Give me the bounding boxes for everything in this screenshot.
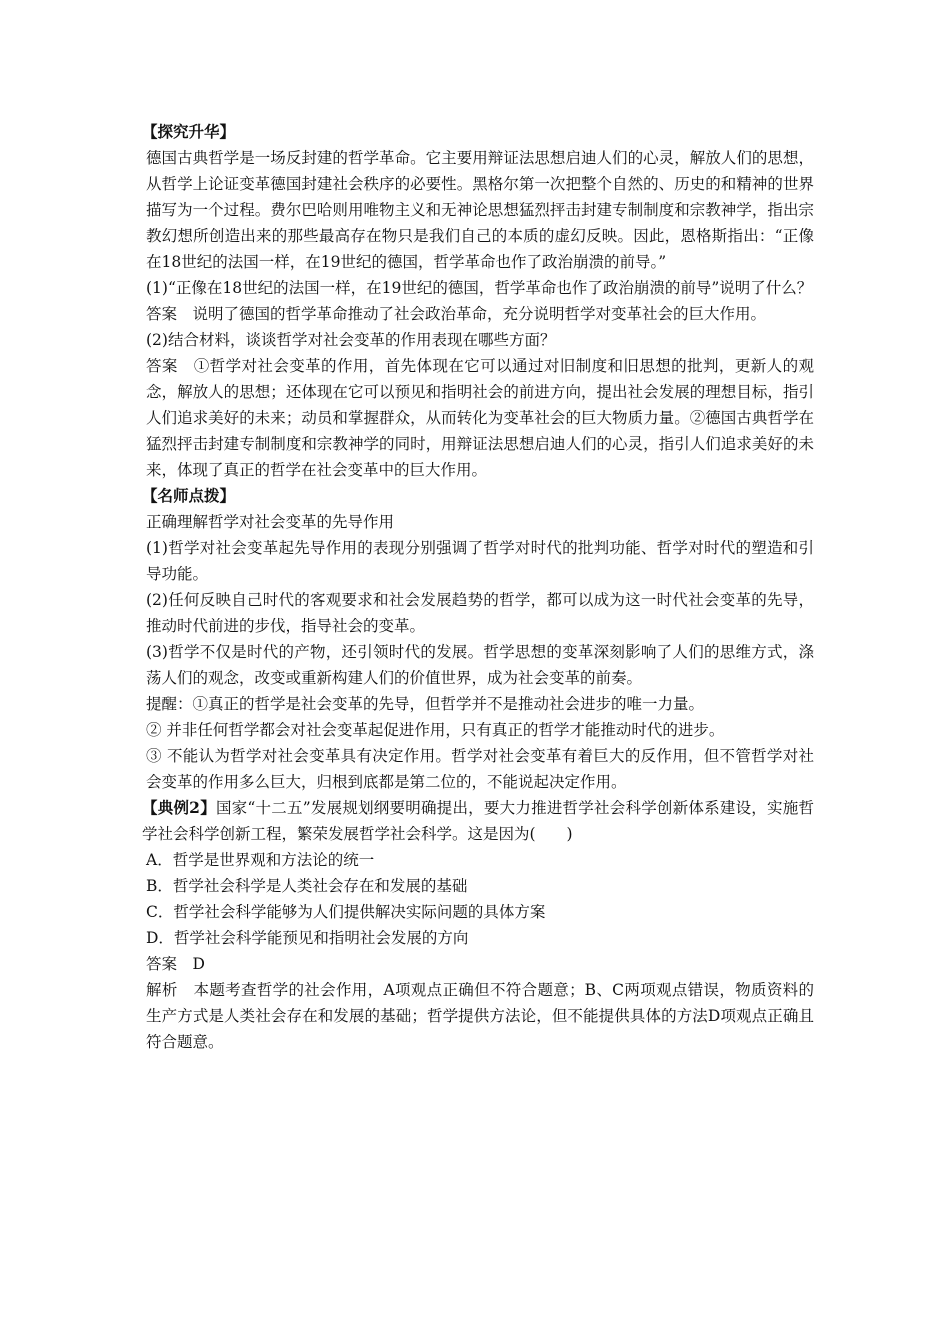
answer-2: 答案 ①哲学对社会变革的作用，首先体现在它可以通过对旧制度和旧思想的批判，更新人的观念，解放人的思想；还体现在它可以预见和指明社会的前进方向，提出社会发展的理想目标，指引人们追求美好的未来；动员和掌握群众，从而转化为变革社会的巨大物质力量。②德国古典哲学在猛烈抨击封建专制制度和宗教神学的同时，用辩证法思想启迪人们的心灵，指引人们追求美好的未来，体现了真正的哲学在社会变革中的巨大作用。 <box>146 357 814 479</box>
answer: 答案 D <box>146 955 205 973</box>
option-a: A．哲学是世界观和方法论的统一 <box>146 851 375 869</box>
document-page <box>142 119 814 1055</box>
tips-title: 正确理解哲学对社会变革的先导作用 <box>146 513 395 531</box>
tips-heading: 【名师点拨】 <box>142 486 236 505</box>
remind-1: 提醒：①真正的哲学是社会变革的先导，但哲学并不是推动社会进步的唯一力量。 <box>146 695 705 713</box>
example-question <box>142 795 814 847</box>
tip-1: (1)哲学对社会变革起先导作用的表现分别强调了哲学对时代的批判功能、哲学对时代的塑造和引导功能。 <box>146 539 814 583</box>
analysis: 解析 本题考查哲学的社会作用，A项观点正确但不符合题意；B、C两项观点错误，物质资料的生产方式是人类社会存在和发展的基础；哲学提供方法论，但不能提供具体的方法D项观点正确且符合题意。 <box>146 981 814 1051</box>
tip-2: (2)任何反映自己时代的客观要求和社会发展趋势的哲学，都可以成为这一时代社会变革的先导，推动时代前进的步伐，指导社会的变革。 <box>146 591 814 635</box>
explore-material: 德国古典哲学是一场反封建的哲学革命。它主要用辩证法思想启迪人们的心灵，解放人们的思想，从哲学上论证变革德国封建社会秩序的必要性。黑格尔第一次把整个自然的、历史的和精神的世界描写为一个过程。费尔巴哈则用唯物主义和无神论思想猛烈抨击封建专制制度和宗教神学，指出宗教幻想所创造出来的那些最高存在物只是我们自己的本质的虚幻反映。因此，恩格斯指出：“正像在18世纪的法国一样，在19世纪的德国，哲学革命也作了政治崩溃的前导。” <box>146 149 814 271</box>
option-b: B．哲学社会科学是人类社会存在和发展的基础 <box>146 877 468 895</box>
tip-3: (3)哲学不仅是时代的产物，还引领时代的发展。哲学思想的变革深刻影响了人们的思维方式，涤荡人们的观念，改变或重新构建人们的价值世界，成为社会变革的前奏。 <box>146 643 814 687</box>
question-2: (2)结合材料，谈谈哲学对社会变革的作用表现在哪些方面？ <box>146 331 556 349</box>
remind-2: ② 并非任何哲学都会对社会变革起促进作用，只有真正的哲学才能推动时代的进步。 <box>146 721 725 739</box>
option-d: D．哲学社会科学能预见和指明社会发展的方向 <box>146 929 469 947</box>
example-label: 【典例2】 <box>142 798 216 817</box>
explore-heading: 【探究升华】 <box>142 122 236 141</box>
question-1: (1)“正像在18世纪的法国一样，在19世纪的德国，哲学革命也作了政治崩溃的前导”说明了什么？ <box>146 279 813 297</box>
remind-3: ③ 不能认为哲学对社会变革具有决定作用。哲学对社会变革有着巨大的反作用，但不管哲学对社会变革的作用多么巨大，归根到底都是第二位的，不能说起决定作用。 <box>146 747 814 791</box>
answer-1: 答案 说明了德国的哲学革命推动了社会政治革命，充分说明哲学对变革社会的巨大作用。 <box>146 305 767 323</box>
option-c: C．哲学社会科学能够为人们提供解决实际问题的具体方案 <box>146 903 546 921</box>
example-stem: 国家“十二五”发展规划纲要明确提出，要大力推进哲学社会科学创新体系建设，实施哲学社会科学创新工程，繁荣发展哲学社会科学。这是因为( ) <box>142 799 814 843</box>
